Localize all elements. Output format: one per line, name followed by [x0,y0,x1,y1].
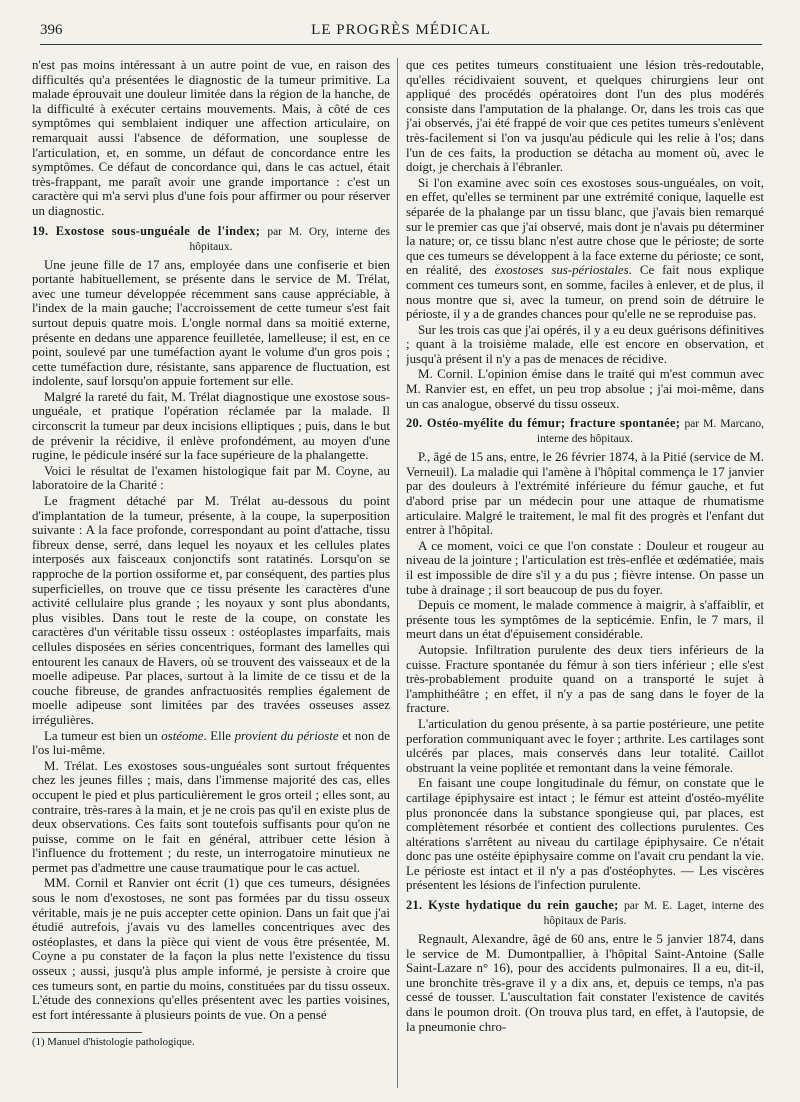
paragraph: P., âgé de 15 ans, entre, le 26 février 1874, à la Pitié (service de M. Verneuil). La maladie qui l'amène à l'hôpital commença le 17 janvier par des douleurs à l'extrémité inférieure du fémur gauche, et fut d'abord prise par un médecin pour une attaque de rhumatisme articulaire. Malgré le traitement, le mal fit des progrès et l'enfant dut entrer à l'hôpital. [406,450,764,538]
section-title: 20. Ostéo-myélite du fémur; fracture spontanée; [406,416,681,431]
section-title: 19. Exostose sous-unguéale de l'index; [32,223,261,238]
section-heading-21 [406,898,764,928]
text-run: . Elle [203,728,235,743]
left-column [32,58,390,1088]
paragraph: Regnault, Alexandre, âgé de 60 ans, entre le 5 janvier 1874, dans le service de M. Dumontpallier, à l'hôpital Saint-Antoine (Salle Saint-Lazare n° 16), pour des accidents pulmonaires. Il a eu, dit-il, une bronchite très-grave il y a dix ans, et, depuis ce temps, n'a pas cessé de tousser. L'auscultation fait constater l'existence de cavités dans le poumon droit. (On trouva plus tard, en effet, à l'autopsie, de la pneumonie chro- [406,932,764,1034]
footnote: (1) Manuel d'histologie pathologique. [32,1036,195,1049]
paragraph: L'articulation du genou présente, à sa partie postérieure, une petite perforation communiquant avec le foyer ; arthrite. Les cartilages sont ulcérés par places, mais conservés dans leur totalité. Caillot obstruant la veine poplitée et remontant dans la veine fémorale. [406,716,764,775]
section-author: par M. E. Laget, interne des hôpitaux de Paris. [543,900,764,928]
paragraph: Malgré la rareté du fait, M. Trélat diagnostique une exostose sous-unguéale, et pratique l'opération réclamée par la malade. Il circonscrit la tumeur par deux incisions elliptiques ; puis, dans le but de prévenir la récidive, il enlève profondément, au moyen d'une rugine, le pédicule inséré sur la face supérieure de la phalangette. [32,389,390,463]
paragraph: Sur les trois cas que j'ai opérés, il y a eu deux guérisons définitives ; quant à la troisième malade, elle est encore en observation, et jusqu'à présent il n'y a pas de menaces de récidive. [406,322,764,366]
text-run: et non de l'os lui-même. [32,728,390,758]
paragraph: n'est pas moins intéressant à un autre point de vue, en raison des difficultés qu'a présentées le diagnostic de la tumeur primitive. La malade éprouvait une douleur limitée dans la région de la hanche, de la difficulté à exécuter certains mouvements. Mais, à côté de ces symptômes qui semblaient indiquer une affection articulaire, on remarquait aussi l'absence de déformation, une souplesse de l'articulation, et, en somme, un défaut de concordance entre les symptômes. Ce défaut de concordance qui, dans le cas actuel, était très-frappant, me paraît avoir une grande importance : c'est un caractère qui m'a servi plus d'une fois pour affirmer ou pour réserver un diagnostic. [32,58,390,218]
paragraph: MM. Cornil et Ranvier ont écrit (1) que ces tumeurs, désignées sous le nom d'exostoses, ne sont pas formées par du tissu osseux véritable, mais je ne puis accepter cette opinion. Dans un fait que j'ai étudié autrefois, j'avais vu des lamelles concentriques avec des ostéoplastes, et dans la pièce qui vient de vous être présentée, M. Coyne a pu constater de la façon la plus nette l'existence du tissu osseux ; aussi, jusqu'à plus ample informé, je persiste à croire que ces tumeurs sont, en partie du moins, constituées par du tissu osseux. L'étude des connexions qu'elles présentent avec les parties voisines, est fort intéressante à plusieurs points de vue. On a pensé [32,876,390,1022]
page-header [40,20,762,45]
footnote-rule [32,1032,142,1033]
paragraph: En faisant une coupe longitudinale du fémur, on constate que le cartilage épiphysaire est intact ; le fémur est atteint d'ostéo-myélite plus prononcée dans la substance spongieuse qui, par places, est complètement résorbée et contient des collections purulentes. Ces altérations s'arrêtent au niveau du cartilage épiphysaire. Ce n'était donc pas une ostéite épiphysaire comme on l'avait cru pendant la vie. Le périoste est intact et il n'y a pas d'ostéophytes. — Les viscères présentent les lésions de l'infection purulente. [406,776,764,893]
column-rule [397,58,398,1088]
section-author: par M. Marcano, interne des hôpitaux. [536,418,764,446]
paragraph: M. Cornil. L'opinion émise dans le traité qui m'est commun avec M. Ranvier est, en effet, un peu trop absolue ; j'ai moi-même, dans un cas analogue, observé du tissu osseux. [406,367,764,411]
paragraph [32,729,390,758]
paragraph [406,176,764,322]
paragraph: Voici le résultat de l'examen histologique fait par M. Coyne, au laboratoire de la Charité : [32,463,390,493]
emphasis: ostéome [161,728,204,743]
page-number: 396 [40,22,63,38]
section-title: 21. Kyste hydatique du rein gauche; [406,898,619,913]
section-heading-19 [32,224,390,254]
running-title: LE PROGRÈS MÉDICAL [311,22,491,38]
paragraph: A ce moment, voici ce que l'on constate : Douleur et rougeur au niveau de la jointure ; l'articulation est très-enflée et œdématiée, mais il est impossible de dire s'il y a du pus ; fièvre intense. On passe un tube à drainage ; il sort beaucoup de pus du foyer. [406,538,764,597]
section-heading-20 [406,416,764,446]
paragraph: Le fragment détaché par M. Trélat au-dessous du point d'implantation de la tumeur, présente, à la coupe, la superposition suivante : A la face profonde, correspondant au point d'attache, tissu fibreux dense, serré, dans lequel les noyaux et les cellules plates interposés aux faisceaux conjonctifs sont ratatinés. Lorsqu'on se rapproche de la portion ossiforme et, par conséquent, des parties plus superficielles, on trouve que ce tissu présente les caractères d'une activité cellulaire plus grande ; les noyaux y sont plus abondants, plus visibles. Dans tout le reste de la coupe, on constate les caractères d'un véritable tissu osseux : ostéoplastes imparfaits, mais cellules disposées en séries concentriques, formant des lamelles qui entourent les canaux de Havers, où se trouvent des vaisseaux et de la moelle adipeuse. Par places, surtout à la limite de ce tissu et de la couche fibreuse, de grandes anfractuosités remplies également de moelle adipeuse sont limitées par des travées osseuses assez irrégulières. [32,494,390,727]
paragraph: Autopsie. Infiltration purulente des deux tiers inférieurs de la cuisse. Fracture spontanée du fémur à son tiers inférieur ; elle s'est très-probablement produite quand on a transporté le sujet à l'amphithéâtre ; en effet, il n'y a pas de sang dans le foyer de la fracture. [406,642,764,716]
section-author: par M. Ory, interne des hôpitaux. [189,225,390,253]
right-column [406,58,764,1088]
paragraph: Depuis ce moment, le malade commence à maigrir, à s'affaiblir, et présente tous les symptômes de la septicémie. Enfin, le 7 mars, il meurt dans un état d'épuisement considérable. [406,598,764,642]
emphasis: provient du périoste [234,728,339,743]
text-run: Si l'on examine avec soin ces exostoses sous-unguéales, on voit, en effet, qu'elles se terminent par une extrémité conique, laquelle est séparée de la phalange par un tissu blanc, que j'avais bien remarqué sur le premier cas que j'ai observé, mais dont je n'avais pu déterminer la nature; or, ce tissu blanc n'est autre chose que le périoste; de sorte que ces tumeurs se développent à la face externe du périoste; ce sont, en réalité, des [406,175,764,278]
paragraph: M. Trélat. Les exostoses sous-unguéales sont surtout fréquentes chez les jeunes filles ; mais, dans l'immense majorité des cas, elles occupent le pied et plus particulièrement le gros orteil ; elles sont, au contraire, très-rares à la main, et je ne crois pas qu'il en existe plus de deux observations. Ces faits sont toutefois suffisants pour qu'on ne puisse, comme on le fait en général, attribuer cette lésion à l'influence du frottement ; du reste, un interrogatoire minutieux ne permet pas d'admettre une cause traumatique pour le cas actuel. [32,758,390,875]
text-run: . Ce fait nous explique comment ces tumeurs sont, en somme, faciles à enlever, et de plus, il nous montre que si, avec la tumeur, on prend soin de détruire le périoste, il y a de grandes chances pour qu'elle ne se reproduise pas. [406,263,764,322]
paragraph: Une jeune fille de 17 ans, employée dans une confiserie et bien portante habituellement, se présente dans le service de M. Trélat, avec une tumeur développée récemment sans cause appréciable, à l'index de la main gauche; l'accroissement de cette tumeur s'est fait surtout depuis quatre mois. L'ongle normal dans sa moitié externe, présente en dedans une apparence feuilletée, lamelleuse; il est, en ce point, soulevé par une tuméfaction ayant le volume d'un gros pois ; cette tuméfaction dure, résistante, sans apparence de fluctuation, est indolente, sauf lorsqu'on appuie fortement sur elle. [32,257,390,389]
emphasis: exostoses sus-périostales [494,263,629,278]
text-run: La tumeur est bien un [44,728,162,743]
paragraph: que ces petites tumeurs constituaient une lésion très-redoutable, qu'elles récidivaient souvent, et quelques chirurgiens leur ont appliqué des procédés opératoires dont l'un des plus modérés consiste dans l'amputation de la phalange. Or, dans les trois cas que j'ai observés, j'ai été frappé de voir que ces petites tumeurs s'enlèvent très-facilement si l'on va jusqu'au pédicule qui les relie à l'os; dans l'un de ces faits, la production se détacha au moment où, avec le doigt, je cherchais à l'ébranler. [406,58,764,175]
